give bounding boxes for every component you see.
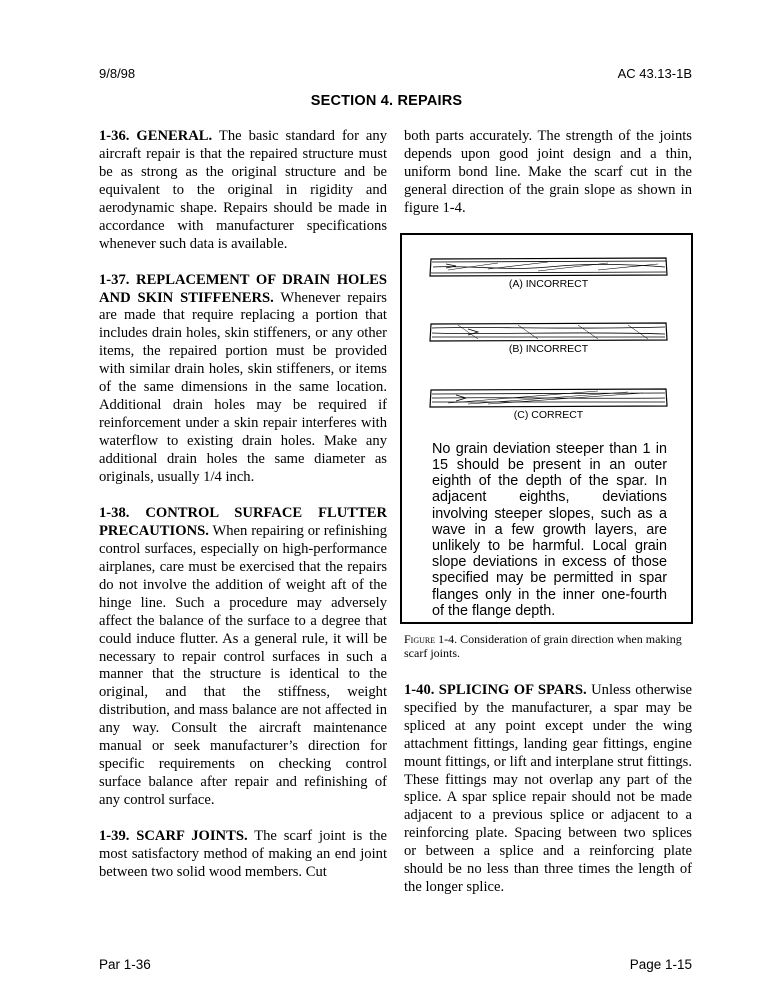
paragraph-body: Whenever repairs are made that require replacing a portion that includes drain holes, skin stiffeners, or any other items, the repaired portion must be provided with similar drain holes, skin stiffeners, or items of the same dimensions in the same location. Additional drain holes may be required if reinforcement under a skin repair interferes with waterflow to existing drain holes. Make any additional drain holes the same diameter as originals, usually 1/4 inch. [99, 289, 387, 486]
paragraph-heading: 1-37. REPLACEMENT OF DRAIN HOLES AND SKIN STIFFENERS. [99, 271, 387, 306]
figure-note: No grain deviation steeper than 1 in 15 should be present in an outer eighth of the depth of the spar. In adjacent eighths, deviations involving steeper slopes, such as a wave in a few growth layers, are unlikely to be harmful. Local grain slope deviations in excess of those specified may be permitted in spar flanges only in the inner one-fourth of the flange depth. [432, 440, 667, 619]
header-doc-id: AC 43.13-1B [617, 66, 692, 81]
paragraph-body: When repairing or refinishing control surfaces, especially on high-performance airplanes, care must be exercised that the repairs do not involve the addition of weight aft of the hinge line. Such a procedure may adversely affect the balance of the surface to a degree that could induce flutter. As a general rule, it will be necessary to repair control surfaces in such a manner that the structure is identical to the original, and that the stiffness, weight distribution, and mass balance are not affected in any way. Consult the aircraft maintenance manual or seek manufacturer’s direction for specific requirements on checking control surface balance after repair and refinishing of any control surface. [99, 522, 387, 809]
figure-caption [404, 632, 692, 660]
paragraph-1-38 [99, 505, 387, 810]
paragraph-body: Unless otherwise specified by the manufacturer, a spar may be spliced at any point except under the wing attachment fittings, landing gear fittings, engine mount fittings, or lift and interplane strut fittings. These fittings may not overlap any part of the splice. A spar splice repair should not be made adjacent to a previous splice or adjacent to a reinforcing plate. Spacing between two splices or between a splice and a reinforcing plate should be no less than three times the length of the longer splice. [404, 681, 692, 896]
paragraph-1-40 [404, 682, 692, 897]
figure-label-c: (C) CORRECT [513, 408, 584, 421]
figure-label-b: (B) INCORRECT [508, 342, 589, 355]
right-column [404, 128, 692, 915]
paragraph-1-39 [99, 828, 387, 882]
footer-page-number: Page 1-15 [629, 957, 692, 972]
figure-1-4 [400, 233, 693, 624]
paragraph-heading: 1-38. CONTROL SURFACE FLUTTER PRECAUTIONS. [99, 504, 387, 539]
paragraph-body: The basic standard for any aircraft repair is that the repaired structure must be as strong as the original structure and be equivalent to the original in rigidity and aerodynamic shape. Repairs should be made in accordance with manufacturer specifications whenever such data is available. [99, 128, 387, 252]
paragraph-1-36 [99, 128, 387, 254]
header-date: 9/8/98 [99, 66, 136, 81]
paragraph-heading: 1-40. SPLICING OF SPARS. [404, 681, 587, 698]
section-title: SECTION 4. REPAIRS [310, 93, 463, 109]
paragraph-1-39-continued: both parts accurately. The strength of the joints depends upon good joint design and a thin, uniform bond line. Make the scarf cut in the general direction of the grain slope as shown in figure 1-4. [404, 128, 692, 216]
paragraph-1-37 [99, 272, 387, 487]
paragraph-body: The scarf joint is the most satisfactory method of making an end joint between two solid wood members. Cut [99, 827, 387, 880]
paragraph-heading: 1-36. GENERAL. [99, 128, 213, 144]
left-column [99, 128, 387, 882]
figure-caption-text: Consideration of grain direction when making scarf joints. [404, 631, 682, 660]
paragraph-heading: 1-39. SCARF JOINTS. [99, 827, 248, 844]
figure-caption-label: Figure 1-4. [404, 631, 458, 646]
footer-paragraph-ref: Par 1-36 [99, 957, 151, 972]
figure-label-a: (A) INCORRECT [508, 277, 589, 290]
